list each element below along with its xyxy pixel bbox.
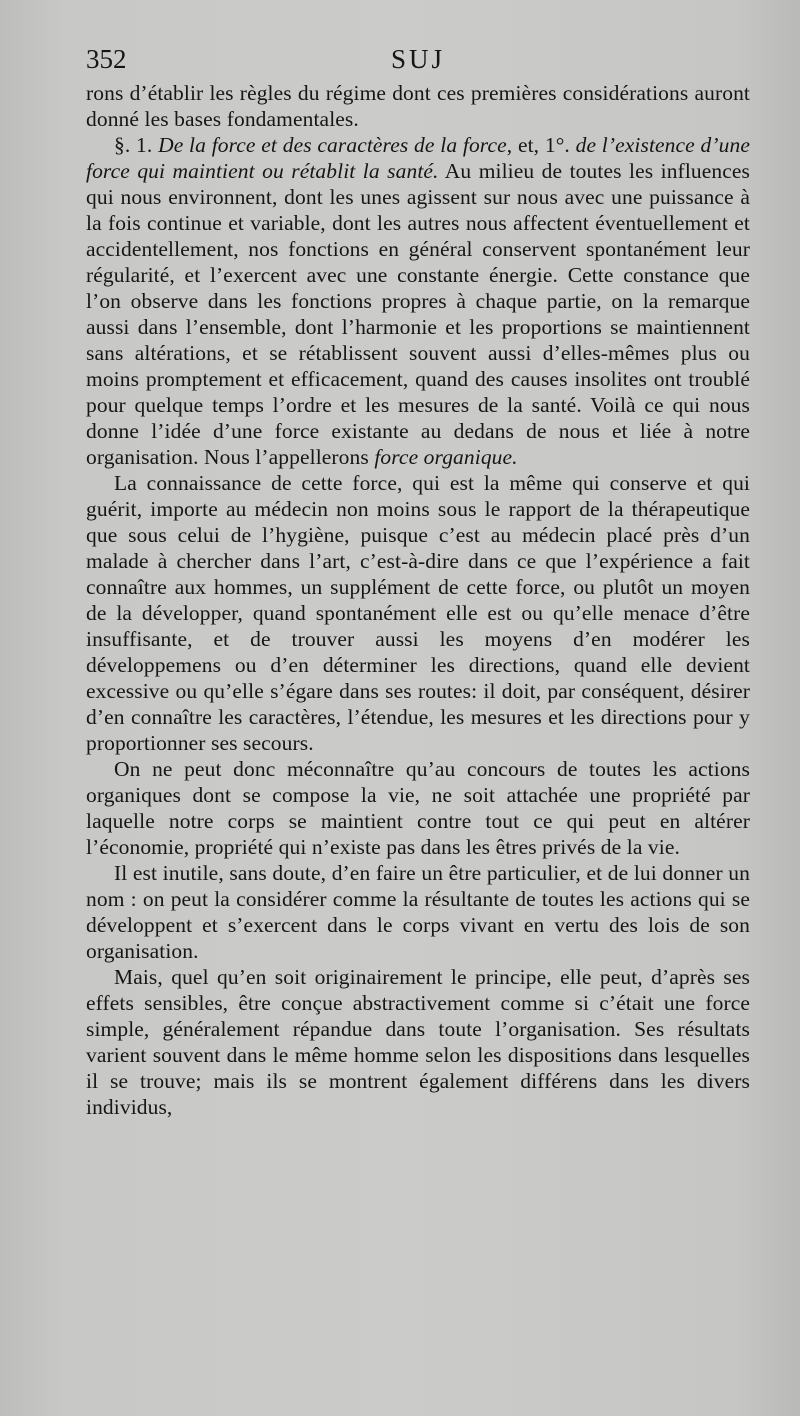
text-run: Il est inutile, sans doute, d’en faire un être particulier, et de lui donner un nom : on peut la considérer comme la résultante de toutes les actions qui se développent et s’exercent dans le corps vivant en vertu des lois de son organisation. bbox=[86, 861, 750, 963]
text-run: Mais, quel qu’en soit originairement le principe, elle peut, d’après ses effets sensibles, être conçue abstractivement comme si c’était une force simple, généralement répandue dans toute l’organisation. Ses résultats varient souvent dans le même homme selon les dispositions dans lesquelles il se trouve; mais ils se montrent également différens dans les divers individus, bbox=[86, 965, 750, 1119]
paragraph bbox=[86, 470, 750, 756]
text-run: La connaissance de cette force, qui est la même qui conserve et qui guérit, importe au médecin non moins sous le rapport de la thérapeutique que sous celui de l’hygiène, puisque c’est au médecin placé près d’un malade à chercher dans l’art, c’est-à-dire dans ce que l’expérience a fait connaître aux hommes, un supplément de cette force, ou plutôt un moyen de la développer, quand spontanément elle est ou qu’elle menace d’être insuffisante, et de trouver aussi les moyens d’en modérer les développemens ou d’en déterminer les directions, quand elle devient excessive ou qu’elle s’égare dans ses routes: il doit, par conséquent, désirer d’en connaître les caractères, l’étendue, les mesures et les directions pour y proportionner ses secours. bbox=[86, 471, 750, 755]
text-run: rons d’établir les règles du régime dont ces premières considérations auront donné les bases fondamentales. bbox=[86, 81, 750, 131]
page-body bbox=[86, 80, 750, 1120]
paragraph bbox=[86, 80, 750, 132]
italic-text: De la force et des caractères de la force bbox=[158, 133, 507, 157]
paragraph bbox=[86, 132, 750, 470]
italic-text: de l’existence d’une force qui maintient ou rétablit la santé. bbox=[86, 133, 750, 183]
paragraph bbox=[86, 860, 750, 964]
text-run: §. 1. bbox=[114, 133, 159, 157]
text-run: , et, 1°. bbox=[506, 133, 576, 157]
italic-text: force organique. bbox=[374, 445, 518, 469]
paragraph bbox=[86, 756, 750, 860]
paragraph bbox=[86, 964, 750, 1120]
page-header bbox=[86, 44, 750, 78]
text-run: On ne peut donc méconnaître qu’au concours de toutes les actions organiques dont se compose la vie, ne soit attachée une propriété par laquelle notre corps se maintient contre tout ce qui peut en altérer l’économie, propriété qui n’existe pas dans les êtres privés de la vie. bbox=[86, 757, 750, 859]
page-number: 352 bbox=[86, 44, 127, 74]
running-head: SUJ bbox=[390, 44, 446, 74]
text-run: Au milieu de toutes les influences qui nous environnent, dont les unes agissent sur nous avec une puissance à la fois continue et variable, dont les autres nous affectent éventuellement et accidentellement, nos fonctions en général conservent spontanément leur régularité, et l’exercent avec une constante énergie. Cette constance que l’on observe dans les fonctions propres à chaque partie, on la remarque aussi dans l’ensemble, dont l’harmonie et les proportions se maintiennent sans altérations, et se rétablissent souvent aussi d’elles-mêmes plus ou moins promptement et efficacement, quand des causes insolites ont troublé pour quelque temps l’ordre et les mesures de la santé. Voilà ce qui nous donne l’idée d’une force existante au dedans de nous et liée à notre organisation. Nous l’appellerons bbox=[86, 159, 750, 469]
